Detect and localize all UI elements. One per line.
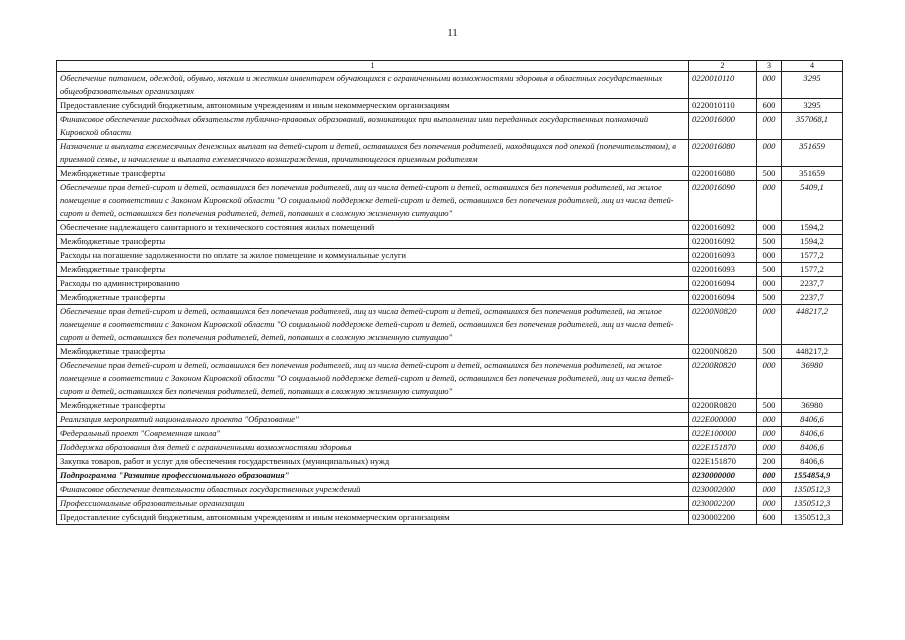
row-code: 022E151870	[689, 441, 757, 455]
row-name: Межбюджетные трансферты	[57, 345, 689, 359]
row-name: Закупка товаров, работ и услуг для обеспечения государственных (муниципальных) нужд	[57, 455, 689, 469]
row-name: Обеспечение надлежащего санитарного и технического состояния жилых помещений	[57, 221, 689, 235]
row-type: 000	[757, 441, 782, 455]
row-sum: 8406,6	[782, 413, 843, 427]
row-code: 022E000000	[689, 413, 757, 427]
row-type: 500	[757, 167, 782, 181]
row-sum: 8406,6	[782, 441, 843, 455]
table-row	[57, 483, 843, 497]
row-code: 0220016093	[689, 249, 757, 263]
row-code: 02200R0820	[689, 359, 757, 399]
row-code: 0220016094	[689, 291, 757, 305]
row-name: Межбюджетные трансферты	[57, 167, 689, 181]
header-col-4: 4	[782, 61, 843, 72]
row-code: 0220016094	[689, 277, 757, 291]
row-type: 000	[757, 140, 782, 167]
row-type: 600	[757, 99, 782, 113]
row-name: Федеральный проект "Современная школа"	[57, 427, 689, 441]
row-code: 0220016090	[689, 181, 757, 221]
table-row	[57, 113, 843, 140]
row-sum: 36980	[782, 399, 843, 413]
table-row	[57, 399, 843, 413]
table-row	[57, 72, 843, 99]
row-name: Назначение и выплата ежемесячных денежных выплат на детей-сирот и детей, оставшихся без попечения родителей, находящихся под опекой (попечительством), в приемной семье, и начисление и выплата ежемесячного вознаграждения, причитающегося приемным родителям	[57, 140, 689, 167]
row-type: 500	[757, 235, 782, 249]
row-type: 000	[757, 277, 782, 291]
row-sum: 357068,1	[782, 113, 843, 140]
row-sum: 3295	[782, 72, 843, 99]
table-row	[57, 455, 843, 469]
row-code: 0230002200	[689, 497, 757, 511]
table-row	[57, 469, 843, 483]
table-row	[57, 99, 843, 113]
row-code: 0220016080	[689, 140, 757, 167]
row-sum: 1577,2	[782, 249, 843, 263]
row-sum: 3295	[782, 99, 843, 113]
row-sum: 1350512,3	[782, 483, 843, 497]
row-code: 0220016092	[689, 221, 757, 235]
row-type: 000	[757, 113, 782, 140]
row-sum: 5409,1	[782, 181, 843, 221]
row-name: Обеспечение питанием, одеждой, обувью, мягким и жестким инвентарем обучающихся с ограниченными возможностями здоровья в областных государственных общеобразовательных организациях	[57, 72, 689, 99]
row-name: Обеспечение прав детей-сирот и детей, оставшихся без попечения родителей, лиц из числа детей-сирот и детей, оставшихся без попечения родителей, на жилое помещение в соответствии с Законом Кировской области "О социальной поддержке детей-сирот и детей, оставшихся без попечения родителей, лиц из числа детей-сирот и детей, оставшихся без попечения родителей, детей, попавших в сложную жизненную ситуацию"	[57, 305, 689, 345]
table-row	[57, 345, 843, 359]
row-type: 200	[757, 455, 782, 469]
row-type: 500	[757, 399, 782, 413]
table-row	[57, 291, 843, 305]
budget-table	[56, 60, 843, 525]
header-col-3: 3	[757, 61, 782, 72]
header-col-2: 2	[689, 61, 757, 72]
table-row	[57, 235, 843, 249]
row-sum: 351659	[782, 167, 843, 181]
table-row	[57, 441, 843, 455]
row-type: 500	[757, 291, 782, 305]
row-type: 000	[757, 413, 782, 427]
row-name: Предоставление субсидий бюджетным, автономным учреждениям и иным некоммерческим организациям	[57, 511, 689, 525]
row-code: 0220016092	[689, 235, 757, 249]
row-code: 0230000000	[689, 469, 757, 483]
row-type: 000	[757, 221, 782, 235]
row-type: 000	[757, 72, 782, 99]
row-name: Обеспечение прав детей-сирот и детей, оставшихся без попечения родителей, лиц из числа детей-сирот и детей, оставшихся без попечения родителей, на жилое помещение в соответствии с Законом Кировской области "О социальной поддержке детей-сирот и детей, оставшихся без попечения родителей, лиц из числа детей-сирот и детей, оставшихся без попечения родителей, детей, попавших в сложную жизненную ситуацию"	[57, 181, 689, 221]
table-row	[57, 413, 843, 427]
row-type: 000	[757, 427, 782, 441]
row-type: 000	[757, 469, 782, 483]
row-sum: 2237,7	[782, 277, 843, 291]
row-code: 022E151870	[689, 455, 757, 469]
row-code: 0220010110	[689, 99, 757, 113]
row-sum: 1594,2	[782, 235, 843, 249]
row-code: 0230002000	[689, 483, 757, 497]
header-col-1: 1	[57, 61, 689, 72]
table-header-row	[57, 61, 843, 72]
row-code: 02200N0820	[689, 345, 757, 359]
row-name: Профессиональные образовательные организации	[57, 497, 689, 511]
row-code: 02200N0820	[689, 305, 757, 345]
table-row	[57, 181, 843, 221]
row-sum: 1594,2	[782, 221, 843, 235]
table-row	[57, 511, 843, 525]
row-type: 000	[757, 181, 782, 221]
row-name: Межбюджетные трансферты	[57, 235, 689, 249]
row-name: Поддержка образования для детей с ограниченными возможностями здоровья	[57, 441, 689, 455]
row-name: Обеспечение прав детей-сирот и детей, оставшихся без попечения родителей, лиц из числа детей-сирот и детей, оставшихся без попечения родителей, на жилое помещение в соответствии с Законом Кировской области "О социальной поддержке детей-сирот и детей, оставшихся без попечения родителей, лиц из числа детей-сирот и детей, оставшихся без попечения родителей, детей, попавших в сложную жизненную ситуацию"	[57, 359, 689, 399]
row-sum: 8406,6	[782, 427, 843, 441]
page-number: 11	[447, 27, 458, 39]
row-code: 022E100000	[689, 427, 757, 441]
row-sum: 351659	[782, 140, 843, 167]
row-sum: 1554854,9	[782, 469, 843, 483]
table-row	[57, 277, 843, 291]
table-row	[57, 497, 843, 511]
row-name: Предоставление субсидий бюджетным, автономным учреждениям и иным некоммерческим организациям	[57, 99, 689, 113]
row-name: Финансовое обеспечение деятельности областных государственных учреждений	[57, 483, 689, 497]
table-row	[57, 359, 843, 399]
row-name: Межбюджетные трансферты	[57, 399, 689, 413]
row-type: 000	[757, 305, 782, 345]
row-type: 500	[757, 263, 782, 277]
row-code: 0230002200	[689, 511, 757, 525]
table-row	[57, 263, 843, 277]
row-name: Расходы по администрированию	[57, 277, 689, 291]
table-row	[57, 427, 843, 441]
row-sum: 448217,2	[782, 305, 843, 345]
row-code: 0220016000	[689, 113, 757, 140]
table-row	[57, 140, 843, 167]
row-code: 0220010110	[689, 72, 757, 99]
row-code: 0220016093	[689, 263, 757, 277]
row-code: 0220016080	[689, 167, 757, 181]
row-sum: 1350512,3	[782, 497, 843, 511]
row-name: Межбюджетные трансферты	[57, 263, 689, 277]
row-sum: 1577,2	[782, 263, 843, 277]
row-name: Расходы на погашение задолженности по оплате за жилое помещение и коммунальные услуги	[57, 249, 689, 263]
table-row	[57, 249, 843, 263]
row-type: 000	[757, 359, 782, 399]
row-name: Финансовое обеспечение расходных обязательств публично-правовых образований, возникающих при выполнении ими переданных государственных полномочий Кировской области	[57, 113, 689, 140]
table-row	[57, 167, 843, 181]
row-code: 02200R0820	[689, 399, 757, 413]
row-sum: 8406,6	[782, 455, 843, 469]
row-type: 000	[757, 497, 782, 511]
row-type: 500	[757, 345, 782, 359]
row-sum: 448217,2	[782, 345, 843, 359]
row-name: Реализация мероприятий национального проекта "Образование"	[57, 413, 689, 427]
row-type: 600	[757, 511, 782, 525]
row-sum: 36980	[782, 359, 843, 399]
row-type: 000	[757, 249, 782, 263]
row-name: Подпрограмма "Развитие профессионального образования"	[57, 469, 689, 483]
row-type: 000	[757, 483, 782, 497]
row-sum: 1350512,3	[782, 511, 843, 525]
row-name: Межбюджетные трансферты	[57, 291, 689, 305]
table-row	[57, 305, 843, 345]
table-row	[57, 221, 843, 235]
row-sum: 2237,7	[782, 291, 843, 305]
